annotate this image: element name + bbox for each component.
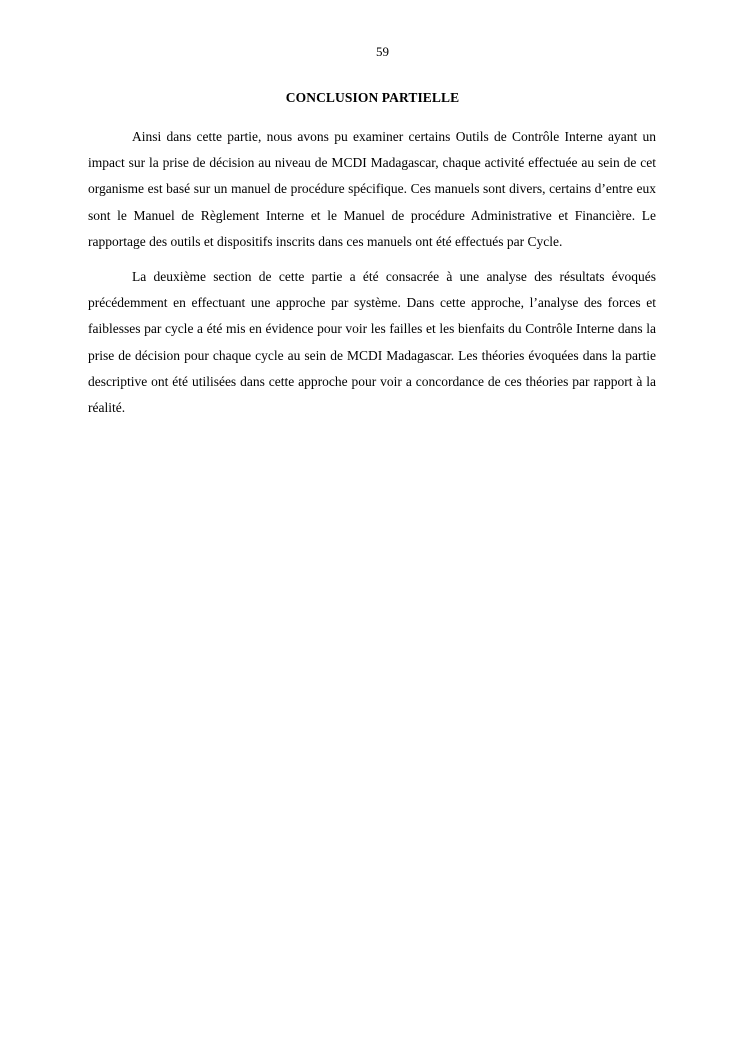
page-number: 59 <box>376 44 389 59</box>
paragraph-1: Ainsi dans cette partie, nous avons pu examiner certains Outils de Contrôle Interne ayant un impact sur la prise de décision au niveau de MCDI Madagascar, chaque activité effectuée au sein de cet organisme est basé sur un manuel de procédure spécifique. Ces manuels sont divers, certains d’entre eux sont le Manuel de Règlement Interne et le Manuel de procédure Administrative et Financière. Le rapportage des outils et dispositifs inscrits dans ces manuels ont été effectués par Cycle. <box>88 129 656 249</box>
section-heading: CONCLUSION PARTIELLE <box>285 90 460 105</box>
body-text <box>88 124 656 430</box>
paragraph-2: La deuxième section de cette partie a été consacrée à une analyse des résultats évoqués précédemment en effectuant une approche par système. Dans cette approche, l’analyse des forces et faiblesses par cycle a été mis en évidence pour voir les failles et les bienfaits du Contrôle Interne dans la prise de décision pour chaque cycle au sein de MCDI Madagascar. Les théories évoquées dans la partie descriptive ont été utilisées dans cette approche pour voir a concordance de ces théories par rapport à la réalité. <box>88 269 656 416</box>
